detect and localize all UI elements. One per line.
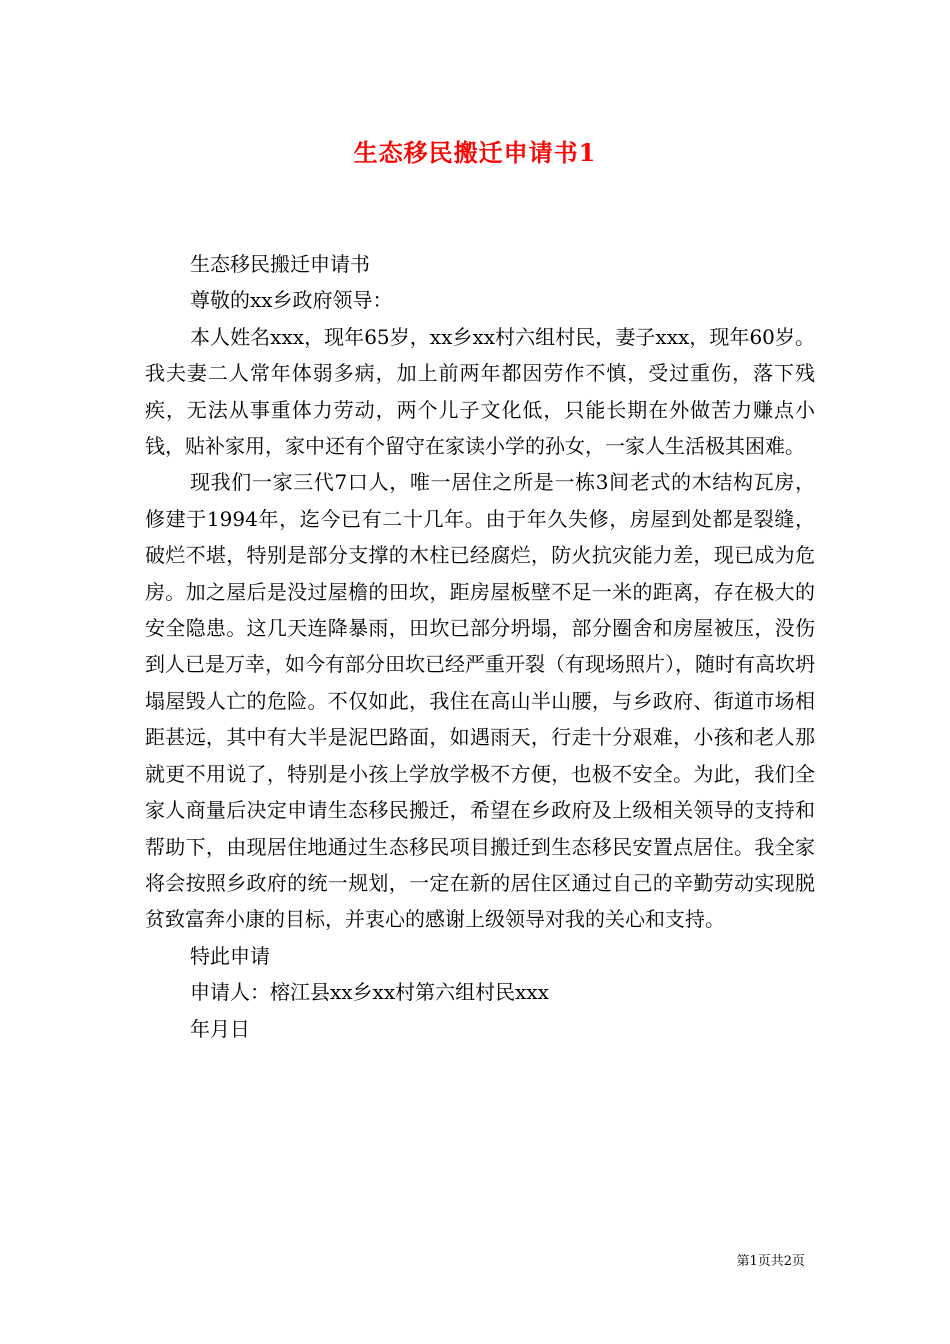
paragraph-personal-info: 本人姓名xxx，现年65岁，xx乡xx村六组村民，妻子xxx，现年60岁。我夫妻二人常年体弱多病，加上前两年都因劳作不慎，受过重伤，落下残疾，无法从事重体力劳动，两个儿子文化低，只能长期在外做苦力赚点小钱，贴补家用，家中还有个留守在家读小学的孙女，一家人生活极其困难。 — [145, 324, 815, 459]
page-indicator: 第1页共2页 — [736, 1254, 805, 1269]
paragraph-heading: 生态移民搬迁申请书 — [190, 252, 370, 276]
document-body — [145, 246, 815, 1047]
paragraph-closing: 特此申请 — [190, 943, 270, 968]
paragraph-applicant: 申请人：榕江县xx乡xx村第六组村民xxx — [190, 980, 549, 1005]
paragraph-salutation: 尊敬的xx乡政府领导： — [190, 288, 393, 313]
paragraph-date: 年月日 — [190, 1016, 250, 1041]
document-title: 生态移民搬迁申请书1 — [353, 138, 597, 167]
paragraph-housing-situation: 现我们一家三代7口人，唯一居住之所是一栋3间老式的木结构瓦房，修建于1994年，迄今已有二十几年。由于年久失修，房屋到处都是裂缝，破烂不堪，特别是部分支撑的木柱已经腐烂，防火抗灾能力差，现已成为危房。加之屋后是没过屋檐的田坎，距房屋板壁不足一米的距离，存在极大的安全隐患。这几天连降暴雨，田坎已部分坍塌，部分圈舍和房屋被压，没伤到人已是万幸，如今有部分田坎已经严重开裂（有现场照片），随时有高坎坍塌屋毁人亡的危险。不仅如此，我住在高山半山腰，与乡政府、街道市场相距甚远，其中有大半是泥巴路面，如遇雨天，行走十分艰难，小孩和老人那就更不用说了，特别是小孩上学放学极不方便，也极不安全。为此，我们全家人商量后决定申请生态移民搬迁，希望在乡政府及上级相关领导的支持和帮助下，由现居住地通过生态移民项目搬迁到生态移民安置点居住。我全家将会按照乡政府的统一规划，一定在新的居住区通过自己的辛勤劳动实现脱贫致富奔小康的目标，并衷心的感谢上级领导对我的关心和支持。 — [145, 470, 815, 932]
